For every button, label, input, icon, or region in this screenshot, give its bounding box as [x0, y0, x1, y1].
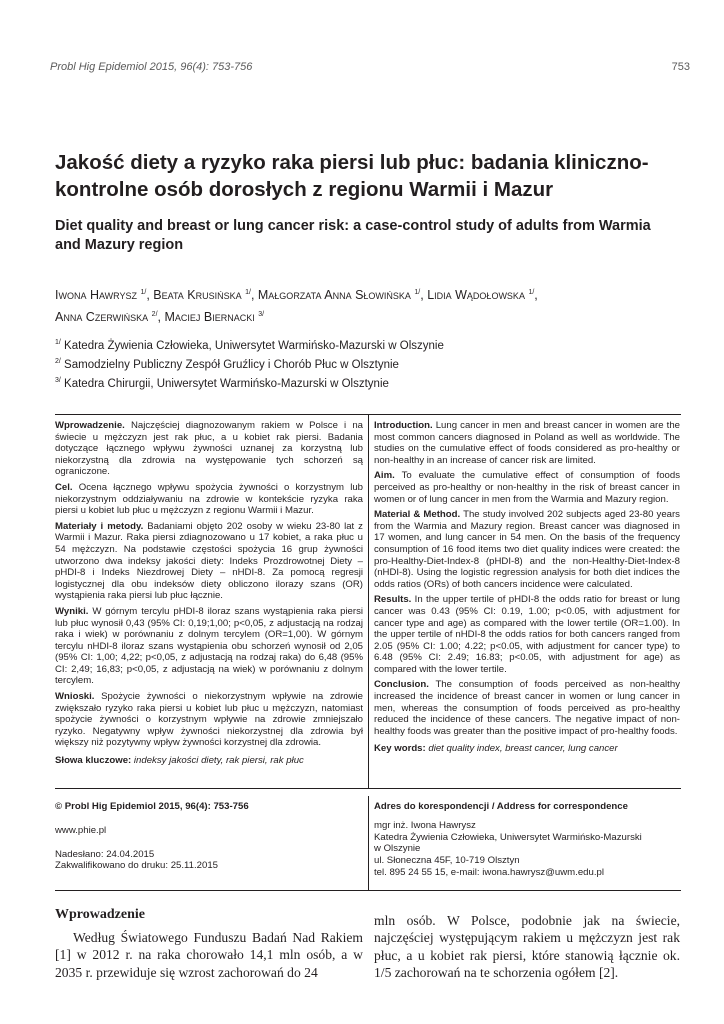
- keywords-text: diet quality index, breast cancer, lung cancer: [425, 743, 618, 755]
- copyright-line: © Probl Hig Epidemiol 2015, 96(4): 753-756: [55, 801, 249, 812]
- author-affiliation-mark: 1/: [140, 289, 147, 296]
- abstract-heading: Material & Method.: [374, 509, 461, 521]
- section-heading: Wprowadzenie: [55, 907, 145, 922]
- abstract-paragraph: [55, 606, 363, 687]
- affiliation-mark: 1/: [55, 339, 61, 346]
- correspondence-heading: Adres do korespondencji / Address for correspondence: [374, 801, 628, 812]
- affiliation-mark: 2/: [55, 357, 61, 365]
- abstract-paragraph: [55, 420, 363, 478]
- abstract-text: W górnym tercylu pHDI-8 iloraz szans wystąpienia raka piersi lub płuc wynosił 0,43 (95% CI: 0,19;1,00; p<0,05, z adjustacją na rodzaj raka i wiek) w porównaniu z dolnym tercylem (OR=1,00). W górnym tercylu nHDI-8 iloraz szans wystąpienia obu schorzeń wynosił od 2,05 (95% CI: 1,00; 4,22; p<0,05, z adjustacją na rodzaj raka) do 6,48 (95% CI: 2,49; 16,83; p<0,05, z adjustacją na wiek) w porównaniu z dolnym tercylem.: [55, 605, 363, 687]
- abstract-paragraph: [55, 691, 363, 749]
- correspondence-line: w Olszynie: [374, 843, 421, 855]
- submitted-date: Nadesłano: 24.04.2015: [55, 848, 155, 860]
- author-affiliation-mark: 1/: [245, 289, 251, 296]
- abstract-paragraph: [55, 482, 363, 517]
- title-english: Diet quality and breast or lung cancer risk: a case-control study of adults from Warmia and Mazury region: [55, 218, 651, 253]
- keywords-label: Key words:: [374, 743, 426, 755]
- keywords-text: indeksy jakości diety, rak piersi, rak płuc: [131, 755, 304, 767]
- affiliation-text: Katedra Żywienia Człowieka, Uniwersytet Warmińsko-Mazurski w Olszynie: [64, 339, 444, 352]
- abstract-text: To evaluate the cumulative effect of consumption of foods perceived as pro-healthy or non-healthy in the risk of breast cancer in women or of lung cancer in men from the Warmia and Mazury region.: [374, 470, 680, 505]
- abstract-paragraph: [55, 521, 363, 602]
- affiliation: [55, 373, 655, 392]
- abstract-text: Badaniami objęto 202 osoby w wieku 23-80 lat z Warmii i Mazur. Raka piersi zdiagnozowano u 17 kobiet, a raka płuc u 54 mężczyzn. Na podstawie częstości spożycia 16 grup żywności utworzono dwa indeksy jakości diety: Indeks Prozdrowotnej Diety – pHDI-8 i Indeks Niezdrowej Diety – nHDI-8. Za pomocą regresji logistycznej dla obu indeksów diety obliczono ilorazy szans (OR) wystąpienia raka piersi lub płuc łącznie.: [55, 520, 363, 602]
- abstract-heading: Wprowadzenie.: [55, 420, 125, 431]
- abstract-text: Lung cancer in men and breast cancer in women are the most common cancers diagnosed in Poland as well as worldwide. The studies on the cumulative effect of foods considered as pro-healthy or non-healthy in an increase of cancer risk are limited.: [374, 420, 680, 466]
- abstract-heading: Wnioski.: [55, 691, 95, 703]
- body-paragraph-left: Według Światowego Funduszu Badań Nad Rakiem [1] w 2012 r. na raka chorowało 14,1 mln osób, a w 2035 r. przewiduje się wzrost zachorowań do 24: [55, 930, 363, 980]
- abstract-column-divider: [368, 414, 369, 788]
- author-affiliation-mark: 2/: [151, 311, 158, 319]
- abstract-text: The consumption of foods perceived as non-healthy increased the incidence of breast cancer in women or lung cancer in men, whereas the consumption of foods perceived as pro-healthy reduced the incidence of these cancers. The negative impact of non-healthy foods was greater than the positive impact of pro-healthy foods.: [374, 679, 680, 737]
- abstract-english: [374, 420, 680, 759]
- abstract-paragraph: [374, 420, 680, 466]
- abstract-heading: Cel.: [55, 481, 73, 493]
- correspondence-line: ul. Słoneczna 45F, 10-719 Olsztyn: [374, 855, 520, 867]
- abstract-text: The study involved 202 subjects aged 23-80 years from the Warmia and Mazury region. Breast cancer was diagnosed in 17 women, and lung cancer in 54 men. On the basis of the frequency consumption of 16 food items two diet quality indices were created: the pro-Healthy-Diet-Index-8 (pHDI-8) and the non-Healthy-Diet-Index-8 (nHDI-8). Using the logistic regression analysis for both diet indices the odds ratios (ORs) of both cancers incidence were calculated.: [374, 509, 680, 590]
- website-link[interactable]: www.phie.pl: [55, 824, 107, 836]
- author-list: Iwona Hawrysz $^{1/}$, Beata Krusińska $^{1/}$, Małgorzata Anna Słowińska $^{1/}$, Lidia Wądołowska $^{1/}$, Anna Czerwińska $^{2/}$, Maciej Biernacki $^{3/}$: [55, 288, 538, 325]
- author-name: Lidia Wądołowska: [427, 288, 525, 303]
- author-name: Maciej Biernacki: [164, 310, 255, 325]
- affiliation: [55, 354, 655, 373]
- correspondence-line: mgr inż. Iwona Hawrysz: [374, 819, 476, 831]
- abstract-heading: Introduction.: [374, 420, 433, 431]
- affiliation-mark: 3/: [55, 376, 61, 384]
- keywords: [374, 743, 680, 755]
- abstract-paragraph: [374, 679, 680, 737]
- abstract-heading: Results.: [374, 594, 412, 606]
- abstract-text: Najczęściej diagnozowanym rakiem w Polsce i na świecie u mężczyzn jest rak płuc, a u kobiet rak piersi. Badania dotyczące łącznego wpływu żywności uznanej za korzystną lub niekorzystną dla zdrowia na występowanie tych schorzeń są ograniczone.: [55, 420, 363, 478]
- accepted-date: Zakwalifikowano do druku: 25.11.2015: [55, 860, 219, 872]
- abstract-paragraph: [374, 470, 680, 505]
- correspondence-line: tel. 895 24 55 15, e-mail: iwona.hawrysz@uwm.edu.pl: [374, 866, 604, 878]
- title-polish: Jakość diety a ryzyko raka piersi lub płuc: badania kliniczno-kontrolne osób dorosłych z regionu Warmii i Mazur: [55, 151, 649, 201]
- author-affiliation-mark: 1/: [414, 289, 421, 296]
- correspondence-block: [374, 801, 680, 879]
- author-affiliation-mark: 1/: [528, 289, 535, 296]
- affiliation: [55, 335, 655, 354]
- page-number: 753: [671, 61, 690, 73]
- author-name: Małgorzata Anna Słowińska: [257, 288, 411, 303]
- author-name: Beata Krusińska: [153, 288, 242, 303]
- affiliation-text: Katedra Chirurgii, Uniwersytet Warmińsko-Mazurski w Olsztynie: [64, 377, 389, 390]
- running-header: [50, 61, 690, 77]
- author-affiliation-mark: 3/: [258, 311, 265, 319]
- author-name: Anna Czerwińska: [55, 310, 149, 325]
- abstract-text: In the upper tertile of pHDI-8 the odds ratio for breast or lung cancer was 0.43 (95% CI: 0.19, 1.00; p<0.05, with adjustment for cancer type and age) as compared with the lower tertile (OR=1.00). In the upper tertile of nHDI-8 the odds ratios for both cancers ranged from 2.05 (95% CI: 1.00; 4.22; p<0.05, with adjustment for cancer type) to 6.48 (95% CI: 2.49; 16.83; p<0.05, with adjustment for age) as compared with the lower tertile.: [374, 594, 680, 675]
- abstract-paragraph: [374, 509, 680, 590]
- journal-citation: Probl Hig Epidemiol 2015, 96(4): 753-756: [50, 61, 253, 73]
- abstract-text: Ocena łącznego wpływu spożycia żywności o korzystnym lub niekorzystnym oddziaływaniu na zdrowie w kontekście ryzyka raka piersi u kobiet lub płuc u mężczyzn z regionu Warmii i Mazur.: [55, 481, 363, 517]
- abstract-polish: [55, 420, 363, 771]
- correspondence-line: Katedra Żywienia Człowieka, Uniwersytet Warmińsko-Mazurski: [374, 831, 642, 843]
- abstract-bottom-rule: [55, 788, 681, 789]
- affiliation-list: [55, 335, 655, 391]
- abstract-text: Spożycie żywności o niekorzystnym wpływie na zdrowie zwiększało ryzyko raka piersi u kobiet lub płuc u mężczyzn, natomiast spożycie żywności o korzystnym wpływie na zdrowie zmniejszało ryzyko. Negatywny wpływ żywności niekorzystnej dla zdrowia był większy niż pozytywny wpływ żywności korzystnej dla zdrowia.: [55, 691, 363, 749]
- keywords-label: Słowa kluczowe:: [55, 755, 132, 767]
- body-paragraph-right: mln osób. W Polsce, podobnie jak na świecie, najczęściej występującym rakiem u mężczyzn jest rak płuc, a u kobiet rak piersi, które stanowią łącznie ok. 1/5 zachorowań na te schorzenia ogółem [2].: [374, 913, 680, 981]
- abstract-heading: Aim.: [374, 470, 395, 482]
- abstract-heading: Materiały i metody.: [55, 520, 144, 532]
- author-name: Iwona Hawrysz: [55, 288, 137, 303]
- publication-meta: [55, 801, 355, 872]
- abstract-heading: Wyniki.: [55, 605, 89, 617]
- abstract-paragraph: [374, 594, 680, 675]
- affiliation-text: Samodzielny Publiczny Zespół Gruźlicy i Chorób Płuc w Olsztynie: [64, 358, 399, 371]
- meta-column-divider: [368, 796, 369, 890]
- abstract-heading: Conclusion.: [374, 679, 429, 691]
- keywords: [55, 755, 363, 767]
- meta-bottom-rule: [55, 890, 681, 891]
